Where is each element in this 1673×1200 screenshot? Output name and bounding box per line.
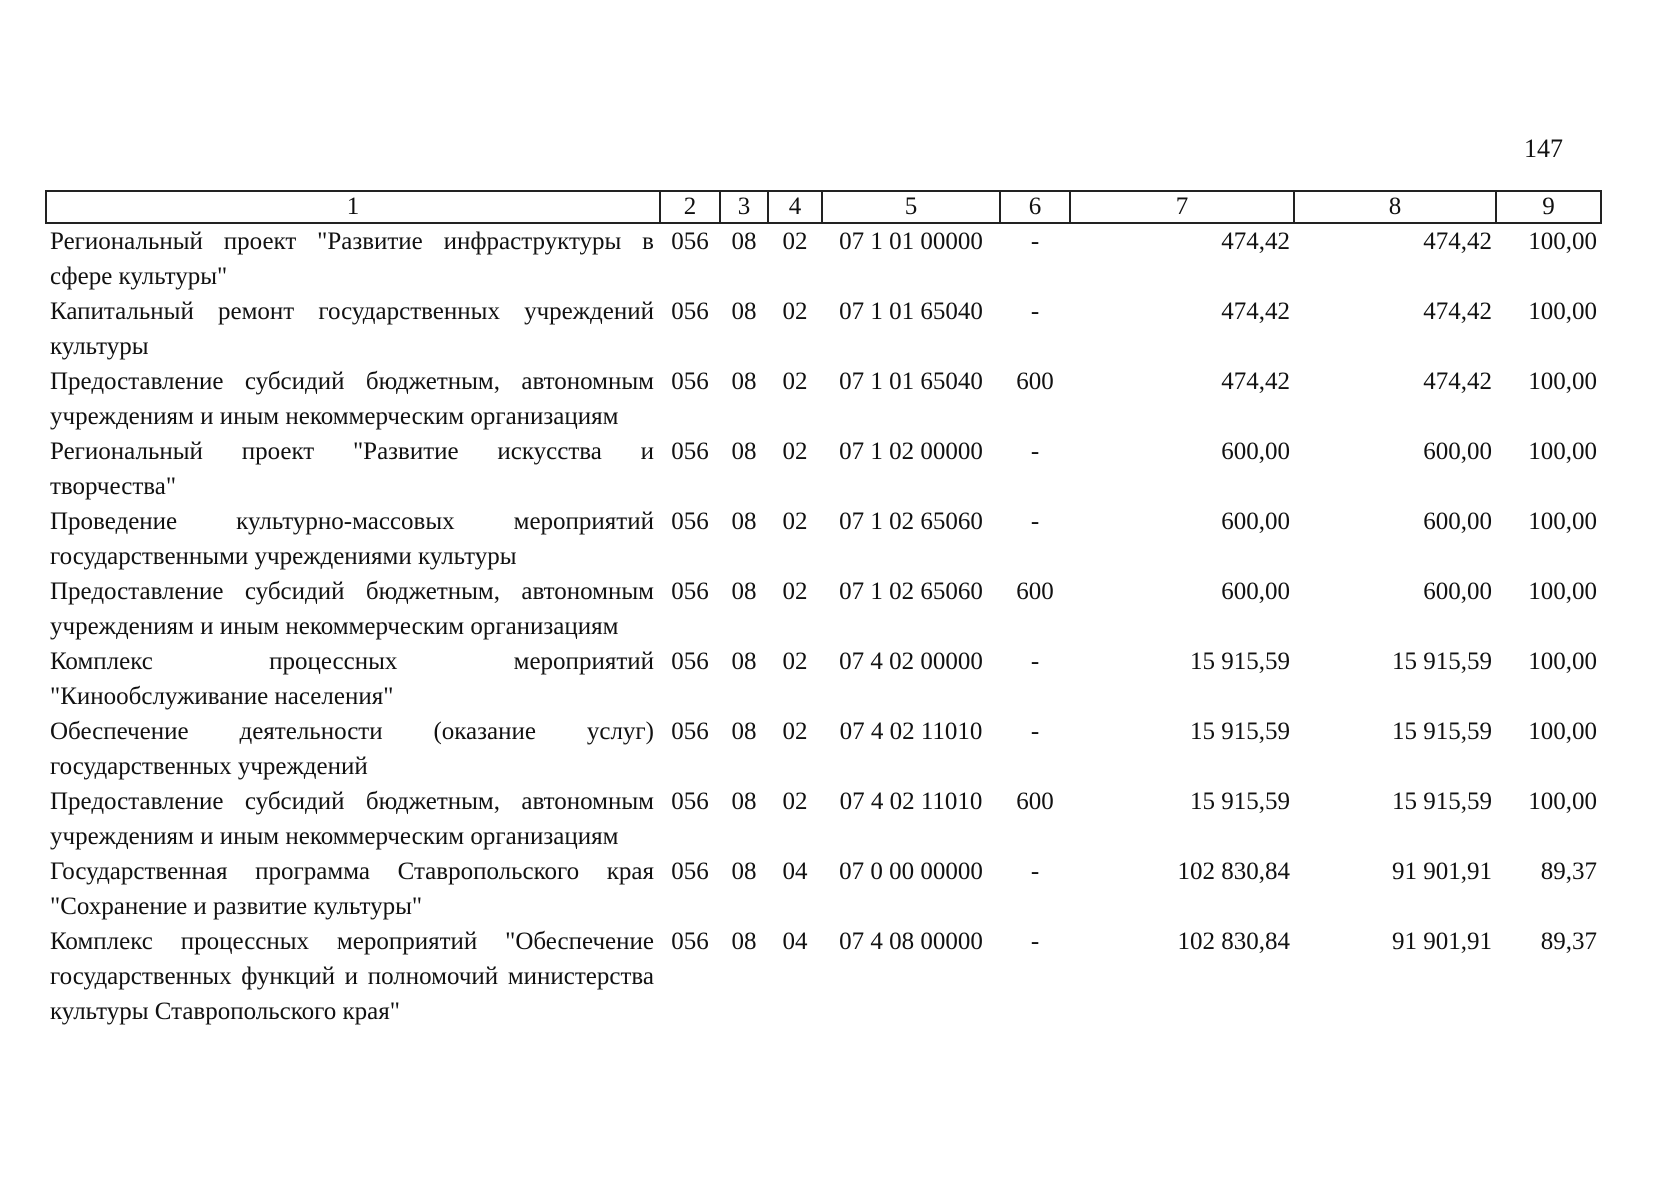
row-name: Региональный проект "Развитие искусства и творчества" [50, 438, 654, 500]
row-code-6: 600 [1016, 578, 1054, 605]
row-code-6: - [1030, 718, 1040, 745]
table-row [46, 574, 1601, 644]
row-code-5: 07 1 01 65040 [839, 368, 983, 395]
table-row [46, 434, 1601, 504]
row-code-3: 08 [731, 788, 757, 815]
row-value-9: 89,37 [1540, 928, 1597, 955]
row-code-6: - [1030, 928, 1040, 955]
row-code-4: 02 [782, 438, 808, 465]
row-code-4: 02 [782, 578, 808, 605]
row-code-3: 08 [731, 298, 757, 325]
row-name: Предоставление субсидий бюджетным, автономным учреждениям и иным некоммерческим организациям [50, 788, 654, 850]
row-value-7: 600,00 [1221, 508, 1290, 535]
row-code-5: 07 4 02 11010 [839, 788, 983, 815]
row-code-2: 056 [671, 368, 709, 395]
row-code-4: 02 [782, 368, 808, 395]
row-code-4: 02 [782, 648, 808, 675]
row-code-5: 07 1 02 00000 [839, 438, 983, 465]
row-code-6: 600 [1016, 368, 1054, 395]
row-value-8: 91 901,91 [1392, 928, 1492, 955]
row-value-7: 15 915,59 [1190, 718, 1290, 745]
row-value-8: 474,42 [1423, 228, 1492, 255]
row-name: Государственная программа Ставропольского края "Сохранение и развитие культуры" [50, 858, 654, 920]
row-code-6: - [1030, 438, 1040, 465]
row-value-8: 15 915,59 [1392, 718, 1492, 745]
row-code-5: 07 1 02 65060 [839, 508, 983, 535]
row-code-2: 056 [671, 718, 709, 745]
row-code-2: 056 [671, 788, 709, 815]
row-value-7: 474,42 [1221, 298, 1290, 325]
column-header: 3 [720, 191, 768, 223]
row-code-3: 08 [731, 578, 757, 605]
row-code-4: 04 [782, 928, 808, 955]
column-header: 1 [46, 191, 660, 223]
row-value-9: 100,00 [1528, 298, 1597, 325]
row-code-5: 07 4 08 00000 [839, 928, 983, 955]
row-value-8: 474,42 [1423, 368, 1492, 395]
row-code-2: 056 [671, 858, 709, 885]
row-value-9: 100,00 [1528, 718, 1597, 745]
row-value-7: 15 915,59 [1190, 648, 1290, 675]
row-value-7: 15 915,59 [1190, 788, 1290, 815]
row-code-6: - [1030, 858, 1040, 885]
row-value-9: 100,00 [1528, 368, 1597, 395]
row-value-7: 600,00 [1221, 578, 1290, 605]
row-value-8: 15 915,59 [1392, 788, 1492, 815]
row-code-3: 08 [731, 648, 757, 675]
table-row [46, 714, 1601, 784]
row-code-5: 07 4 02 00000 [839, 648, 983, 675]
column-header: 7 [1070, 191, 1294, 223]
row-value-9: 100,00 [1528, 508, 1597, 535]
row-code-5: 07 4 02 11010 [839, 718, 983, 745]
row-code-6: 600 [1016, 788, 1054, 815]
row-code-4: 04 [782, 858, 808, 885]
page-number: 147 [1524, 134, 1563, 163]
row-value-9: 100,00 [1528, 648, 1597, 675]
row-code-2: 056 [671, 578, 709, 605]
row-code-5: 07 1 01 65040 [839, 298, 983, 325]
row-value-7: 102 830,84 [1177, 928, 1290, 955]
row-value-9: 100,00 [1528, 788, 1597, 815]
row-code-4: 02 [782, 228, 808, 255]
row-code-2: 056 [671, 508, 709, 535]
row-value-8: 600,00 [1423, 508, 1492, 535]
row-code-4: 02 [782, 718, 808, 745]
table-row [46, 223, 1601, 294]
column-header: 8 [1294, 191, 1496, 223]
row-name: Обеспечение деятельности (оказание услуг) государственных учреждений [50, 718, 654, 780]
row-name: Предоставление субсидий бюджетным, автономным учреждениям и иным некоммерческим организациям [50, 578, 654, 640]
table-row [46, 294, 1601, 364]
row-code-5: 07 1 01 00000 [839, 228, 983, 255]
table-row [46, 854, 1601, 924]
row-code-6: - [1030, 648, 1040, 675]
row-code-6: - [1030, 228, 1040, 255]
row-code-2: 056 [671, 928, 709, 955]
row-value-7: 102 830,84 [1177, 858, 1290, 885]
table-row [46, 644, 1601, 714]
row-value-8: 600,00 [1423, 578, 1492, 605]
column-header: 9 [1496, 191, 1601, 223]
row-code-4: 02 [782, 298, 808, 325]
column-header: 4 [768, 191, 822, 223]
row-value-9: 100,00 [1528, 438, 1597, 465]
budget-table [45, 190, 1602, 1029]
row-code-2: 056 [671, 298, 709, 325]
row-code-2: 056 [671, 438, 709, 465]
row-name: Проведение культурно-массовых мероприятий государственными учреждениями культуры [50, 508, 654, 570]
row-name: Региональный проект "Развитие инфраструктуры в сфере культуры" [50, 228, 654, 290]
row-code-3: 08 [731, 228, 757, 255]
row-name: Капитальный ремонт государственных учреждений культуры [50, 298, 654, 360]
row-value-8: 474,42 [1423, 298, 1492, 325]
row-value-9: 100,00 [1528, 578, 1597, 605]
row-code-4: 02 [782, 508, 808, 535]
header-row [46, 191, 1601, 223]
row-code-3: 08 [731, 368, 757, 395]
column-header: 6 [1000, 191, 1070, 223]
row-code-3: 08 [731, 718, 757, 745]
table-row [46, 924, 1601, 1029]
row-value-8: 15 915,59 [1392, 648, 1492, 675]
table-row [46, 784, 1601, 854]
row-value-8: 91 901,91 [1392, 858, 1492, 885]
row-code-2: 056 [671, 228, 709, 255]
row-code-3: 08 [731, 438, 757, 465]
row-value-7: 600,00 [1221, 438, 1290, 465]
row-code-3: 08 [731, 508, 757, 535]
row-name: Комплекс процессных мероприятий "Обеспечение государственных функций и полномочий министерства культуры Ставропольского края" [50, 928, 654, 1025]
row-value-9: 100,00 [1528, 228, 1597, 255]
row-code-4: 02 [782, 788, 808, 815]
row-value-8: 600,00 [1423, 438, 1492, 465]
row-code-6: - [1030, 508, 1040, 535]
row-code-5: 07 0 00 00000 [839, 858, 983, 885]
row-code-3: 08 [731, 928, 757, 955]
row-value-7: 474,42 [1221, 228, 1290, 255]
row-value-7: 474,42 [1221, 368, 1290, 395]
row-value-9: 89,37 [1540, 858, 1597, 885]
row-code-6: - [1030, 298, 1040, 325]
column-header: 5 [822, 191, 1000, 223]
row-name: Комплекс процессных мероприятий "Кинообслуживание населения" [50, 648, 654, 710]
table-row [46, 504, 1601, 574]
row-code-2: 056 [671, 648, 709, 675]
table-row [46, 364, 1601, 434]
row-code-5: 07 1 02 65060 [839, 578, 983, 605]
row-code-3: 08 [731, 858, 757, 885]
column-header: 2 [660, 191, 720, 223]
row-name: Предоставление субсидий бюджетным, автономным учреждениям и иным некоммерческим организациям [50, 368, 654, 430]
